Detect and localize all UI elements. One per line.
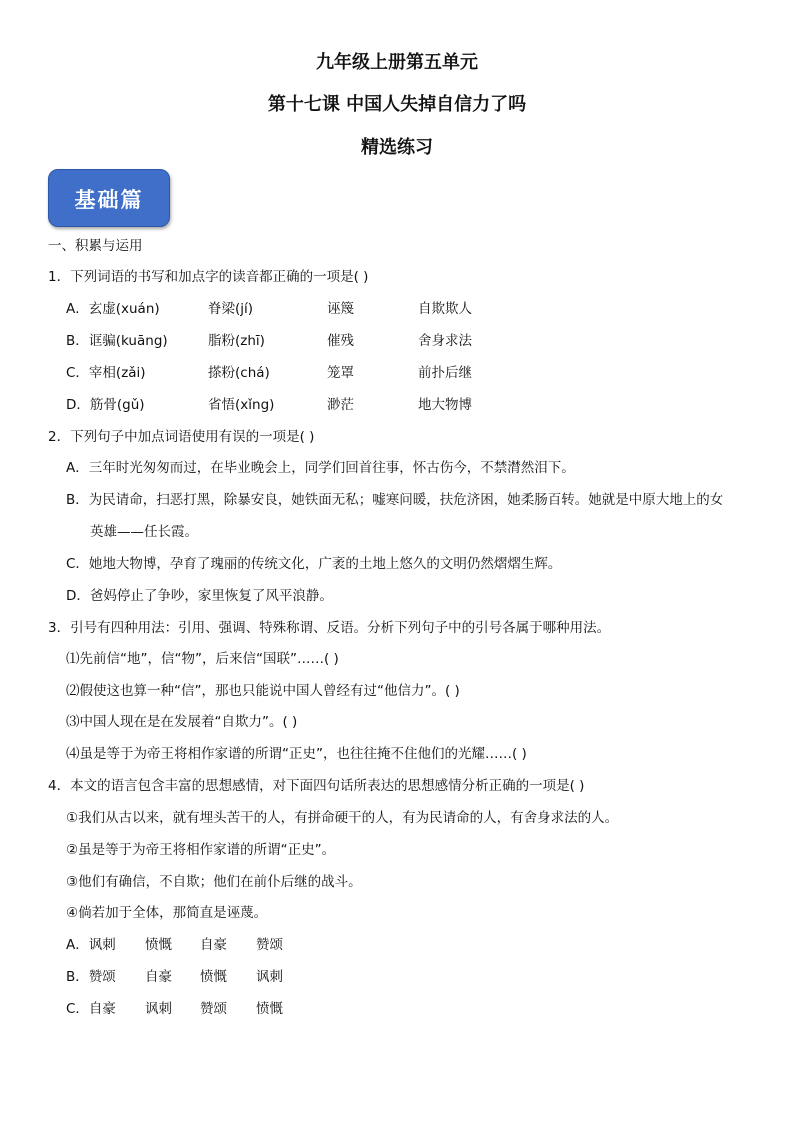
- section-heading: 一、积累与运用: [48, 238, 143, 254]
- q4-option-b-word4: 讽刺: [256, 969, 283, 985]
- q4-option-c-word4: 愤慨: [256, 1001, 283, 1017]
- q3-sentence-1: ⑴先前信“地”，信“物”，后来信“国联”……( ): [66, 651, 339, 667]
- q4-option-b-word2: 自豪: [145, 969, 172, 985]
- q2-option-d: D．爸妈停止了争吵，家里恢复了风平浪静。: [66, 588, 333, 604]
- lesson-title: 第十七课 中国人失掉自信力了吗: [267, 94, 527, 115]
- q4-option-a-word2: 愤慨: [145, 937, 172, 953]
- q4-option-b-word1: B．赞颂: [66, 969, 116, 985]
- q4-option-c-word1: C．自豪: [66, 1001, 116, 1017]
- q3-sentence-3: ⑶中国人现在是在发展着“自欺力”。( ): [66, 714, 298, 730]
- q1-option-d-word2: 省悟(xǐng): [208, 397, 275, 413]
- q1-option-c-word3: 笼罩: [327, 365, 354, 381]
- q3-sentence-4: ⑷虽是等于为帝王将相作家谱的所谓“正史”，也往往掩不住他们的光耀……( ): [66, 746, 527, 762]
- question-4-stem: 4．本文的语言包含丰富的思想感情，对下面四句话所表达的思想感情分析正确的一项是( ): [48, 778, 585, 794]
- q4-option-b-word3: 愤慨: [200, 969, 227, 985]
- q4-sentence-2: ②虽是等于为帝王将相作家谱的所谓“正史”。: [66, 842, 336, 858]
- q2-option-b-line1: B．为民请命，扫恶打黑，除暴安良，她铁面无私；嘘寒问暖，扶危济困，她柔肠百转。她就是中原大地上的女: [66, 492, 724, 508]
- q4-option-a-word4: 赞颂: [256, 937, 283, 953]
- exercise-title: 精选练习: [361, 137, 433, 158]
- q1-option-d-word1: D．筋骨(gǔ): [66, 397, 145, 413]
- unit-title: 九年级上册第五单元: [316, 52, 478, 73]
- question-2-stem: 2．下列句子中加点词语使用有误的一项是( ): [48, 429, 315, 445]
- q1-option-c-word2: 搽粉(chá): [208, 365, 270, 381]
- q1-option-c-word4: 前扑后继: [418, 365, 472, 381]
- basic-section-badge: [48, 169, 170, 227]
- q1-option-d-word4: 地大物博: [418, 397, 472, 413]
- badge-label: 基础篇: [74, 187, 144, 212]
- q4-sentence-3: ③他们有确信，不自欺；他们在前仆后继的战斗。: [66, 874, 362, 890]
- q3-sentence-2: ⑵假使这也算一种“信”，那也只能说中国人曾经有过“他信力”。( ): [66, 683, 460, 699]
- q2-option-c: C．她地大物博，孕育了瑰丽的传统文化，广袤的土地上悠久的文明仍然熠熠生辉。: [66, 556, 562, 572]
- q1-option-b-word3: 催残: [327, 333, 354, 349]
- q1-option-b-word4: 舍身求法: [418, 333, 472, 349]
- q2-option-b-line2: 英雄——任长霞。: [90, 524, 198, 540]
- q4-sentence-4: ④倘若加于全体，那简直是诬蔑。: [66, 905, 268, 921]
- q1-option-b-word1: B．诓骗(kuāng): [66, 333, 168, 349]
- question-1-stem: 1．下列词语的书写和加点字的读音都正确的一项是( ): [48, 269, 369, 285]
- q4-option-a-word3: 自豪: [200, 937, 227, 953]
- q1-option-a-word2: 脊梁(jí): [208, 301, 254, 317]
- q1-option-a-word1: A．玄虚(xuán): [66, 301, 160, 317]
- q1-option-a-word4: 自欺欺人: [418, 301, 472, 317]
- q1-option-c-word1: C．宰相(zǎi): [66, 365, 146, 381]
- q4-option-c-word3: 赞颂: [200, 1001, 227, 1017]
- q2-option-a: A．三年时光匆匆而过，在毕业晚会上，同学们回首往事，怀古伤今，不禁潸然泪下。: [66, 460, 575, 476]
- q1-option-a-word3: 诬篾: [327, 301, 354, 317]
- q4-option-c-word2: 讽刺: [145, 1001, 172, 1017]
- q1-option-b-word2: 脂粉(zhī): [208, 333, 265, 349]
- q1-option-d-word3: 渺茫: [327, 397, 354, 413]
- q4-option-a-word1: A．讽刺: [66, 937, 116, 953]
- q4-sentence-1: ①我们从古以来，就有埋头苦干的人，有拼命硬干的人，有为民请命的人，有舍身求法的人。: [66, 810, 619, 826]
- question-3-stem: 3．引号有四种用法：引用、强调、特殊称谓、反语。分析下列句子中的引号各属于哪种用法。: [48, 620, 611, 636]
